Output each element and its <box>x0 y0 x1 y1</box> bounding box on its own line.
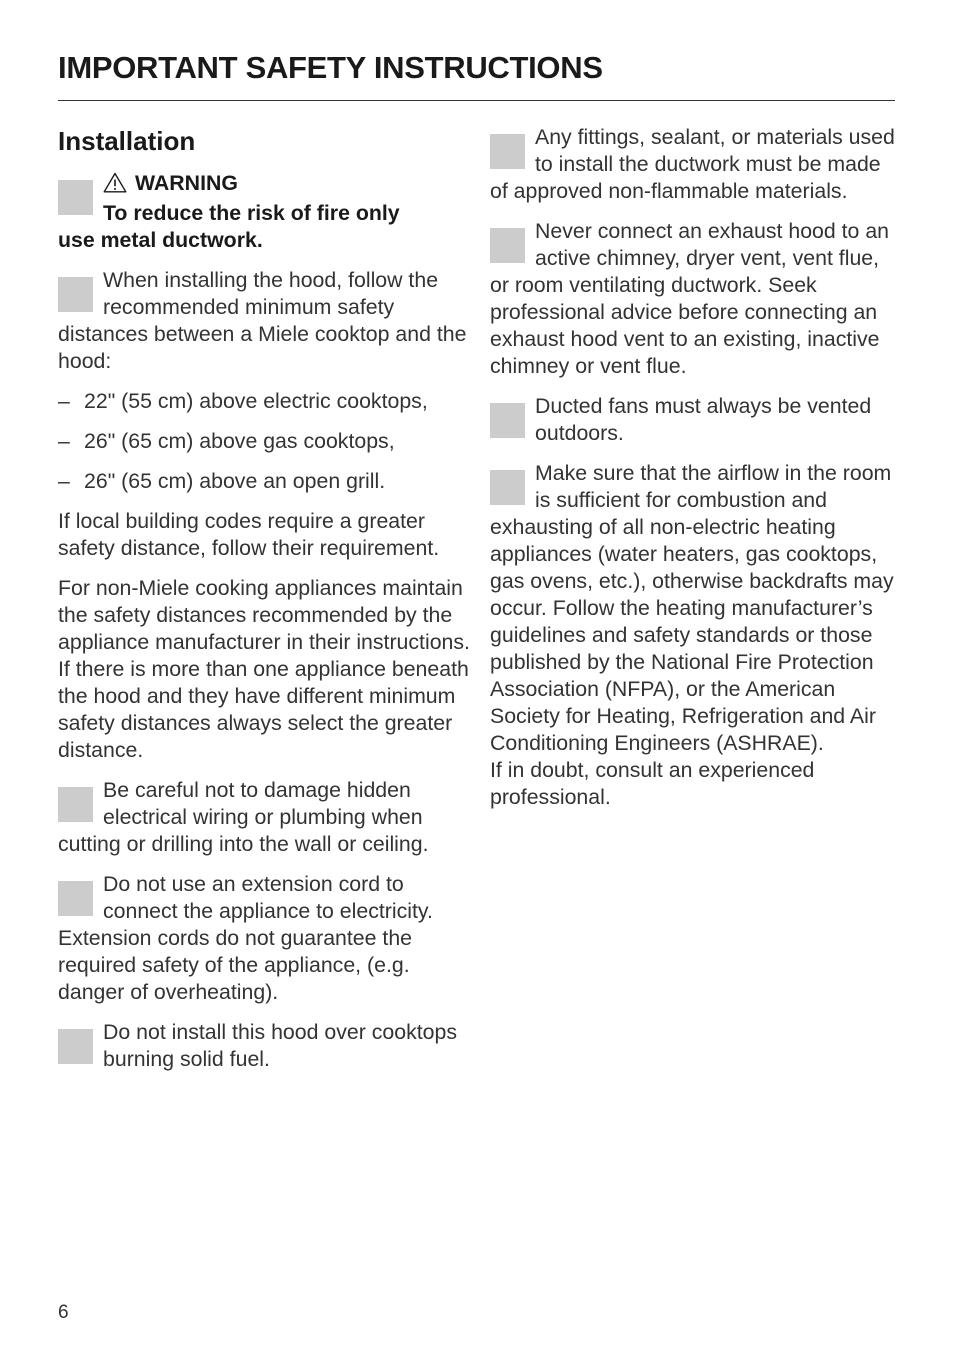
title-divider <box>58 100 895 101</box>
list-dash: – <box>58 429 70 453</box>
distance-list <box>58 388 470 495</box>
paragraph-chimney-text: Never connect an exhaust hood to an active chimney, dryer vent, vent flue, or room ventilating ductwork. Seek professional advice before connecting an exhaust hood vent to an existing, inactive chimney or vent flue. <box>490 219 890 378</box>
list-item <box>58 388 470 415</box>
warning-block <box>58 170 470 254</box>
page-number: 6 <box>58 1302 69 1323</box>
paragraph-non-miele-text-2: If there is more than one appliance beneath the hood and they have different minimum safety distances always select the greater distance. <box>58 657 469 762</box>
paragraph-extension-cord <box>58 871 470 1006</box>
bullet-marker <box>490 403 525 438</box>
bullet-marker <box>58 881 93 916</box>
bullet-marker <box>490 134 525 169</box>
paragraph-ducted-fans <box>490 393 895 447</box>
list-item <box>58 428 470 455</box>
bullet-marker <box>490 470 525 505</box>
list-item <box>58 468 470 495</box>
paragraph-doubt-text: If in doubt, consult an experienced professional. <box>490 758 815 809</box>
warning-text-line2: use metal ductwork. <box>58 228 263 252</box>
list-item-text: 26" (65 cm) above gas cooktops, <box>84 429 395 453</box>
right-column <box>490 124 895 824</box>
list-dash: – <box>58 389 70 413</box>
section-heading-installation: Installation <box>58 126 196 156</box>
page-title: IMPORTANT SAFETY INSTRUCTIONS <box>58 50 603 85</box>
paragraph-non-miele-text-1: For non-Miele cooking appliances maintain the safety distances recommended by the appliance manufacturer in their instructions. <box>58 576 470 654</box>
paragraph-fittings <box>490 124 895 205</box>
paragraph-fittings-text: Any fittings, sealant, or materials used to install the ductwork must be made of approved non-flammable materials. <box>490 125 895 203</box>
paragraph-airflow-text: Make sure that the airflow in the room is sufficient for combustion and exhausting of all non-electric heating appliances (water heaters, gas cooktops, gas ovens, etc.), otherwise backdrafts may occur. Follow the heating manufacturer’s guidelines and safety standards or those published by the National Fire Protection Association (NFPA), or the American Society for Heating, Refrigeration and Air Conditioning Engineers (ASHRAE). <box>490 461 894 755</box>
paragraph-ducted-fans-text: Ducted fans must always be vented outdoors. <box>535 394 872 445</box>
list-item-text: 26" (65 cm) above an open grill. <box>84 469 386 493</box>
paragraph-wiring <box>58 777 470 858</box>
bullet-marker <box>58 787 93 822</box>
bullet-marker <box>58 180 93 215</box>
list-dash: – <box>58 469 70 493</box>
paragraph-extension-cord-text: Do not use an extension cord to connect the appliance to electricity. Extension cords do not guarantee the required safety of the appliance, (e.g. danger of overheating). <box>58 872 433 1004</box>
paragraph-distances <box>58 267 470 375</box>
bullet-marker <box>58 1029 93 1064</box>
paragraph-distances-text: When installing the hood, follow the recommended minimum safety distances between a Miele cooktop and the hood: <box>58 268 467 373</box>
paragraph-solid-fuel <box>58 1019 470 1073</box>
paragraph-airflow <box>490 460 895 811</box>
paragraph-solid-fuel-text: Do not install this hood over cooktops burning solid fuel. <box>103 1020 457 1071</box>
warning-triangle-icon <box>103 172 127 200</box>
left-column <box>58 124 470 1086</box>
paragraph-chimney <box>490 218 895 380</box>
warning-text-line1: To reduce the risk of fire only <box>103 201 400 225</box>
bullet-marker <box>490 228 525 263</box>
paragraph-non-miele <box>58 575 470 764</box>
paragraph-local-codes: If local building codes require a greater safety distance, follow their requirement. <box>58 509 440 560</box>
paragraph-wiring-text: Be careful not to damage hidden electrical wiring or plumbing when cutting or drilling into the wall or ceiling. <box>58 778 429 856</box>
warning-label: WARNING <box>135 171 238 195</box>
list-item-text: 22" (55 cm) above electric cooktops, <box>84 389 428 413</box>
bullet-marker <box>58 277 93 312</box>
warning-heading <box>103 171 238 195</box>
